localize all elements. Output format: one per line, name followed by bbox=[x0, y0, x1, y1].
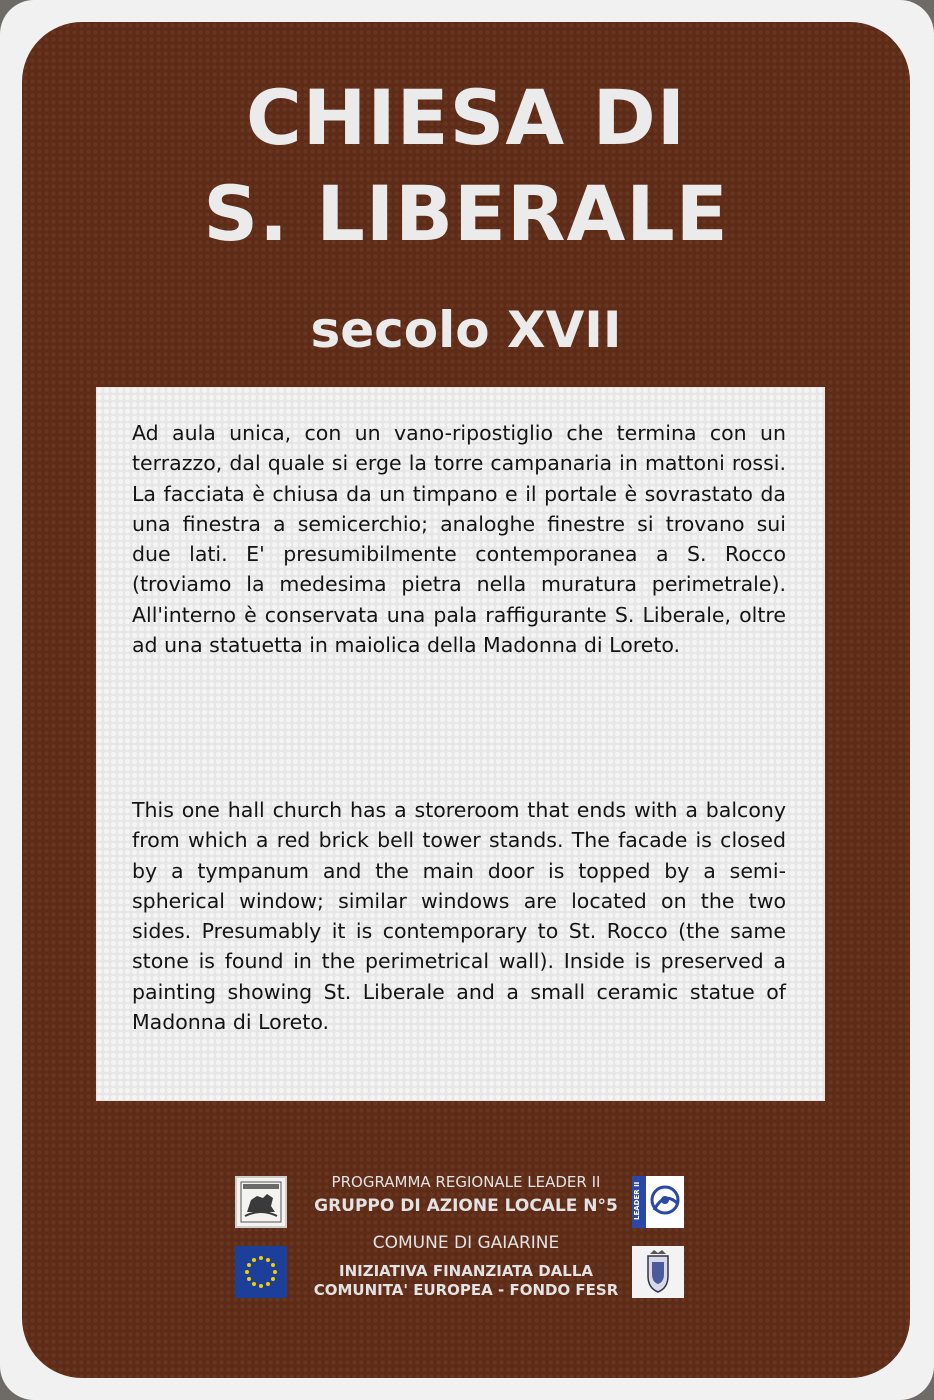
footer-comune: COMUNE DI GAIARINE bbox=[372, 1233, 560, 1253]
sign-title-line2: S. LIBERALE bbox=[203, 169, 729, 258]
italian-description: Ad aula unica, con un vano-ripostiglio che termina con un terrazzo, dal quale si erge la torre campanaria in mattoni rossi. La facciata è chiusa da un timpano e il portale è sovrastato da una finestra a semicerchio; analoghe finestre si trovano sui due lati. E' presumibilmente contemporanea a S. Rocco (troviamo la medesima pietra nella muratura perimetrale). All'interno è conservata una pala raffigurante S. Liberale, oltre ad una statuetta in maiolica della Madonna di Loreto. bbox=[132, 421, 786, 658]
leader-logo-text: LEADER II bbox=[633, 1181, 641, 1220]
footer-program: PROGRAMMA REGIONALE LEADER II bbox=[331, 1173, 601, 1191]
footer-group: GRUPPO DI AZIONE LOCALE N°5 bbox=[314, 1196, 618, 1216]
text-panel bbox=[96, 387, 825, 1101]
comune-coat-of-arms-logo bbox=[632, 1246, 684, 1298]
english-description: This one hall church has a storeroom that ends with a balcony from which a red brick bell tower stands. The facade is closed by a tympanum and the main door is topped by a semi-spherical window; similar windows are located on the two sides. Presumably it is contemporary to St. Rocco (the same stone is found in the perimetrical wall). Inside is preserved a painting showing St. Liberale and a small ceramic statue of Madonna di Loreto. bbox=[132, 798, 786, 1035]
sign-footer bbox=[22, 1170, 910, 1310]
leader-ii-logo bbox=[632, 1176, 684, 1228]
footer-funding-line2: COMUNITA' EUROPEA - FONDO FESR bbox=[313, 1281, 619, 1299]
footer-funding-line1: INIZIATIVA FINANZIATA DALLA bbox=[339, 1262, 593, 1280]
sign-title-line1: CHIESA DI bbox=[246, 73, 686, 162]
sign-subtitle: secolo XVII bbox=[310, 301, 622, 359]
